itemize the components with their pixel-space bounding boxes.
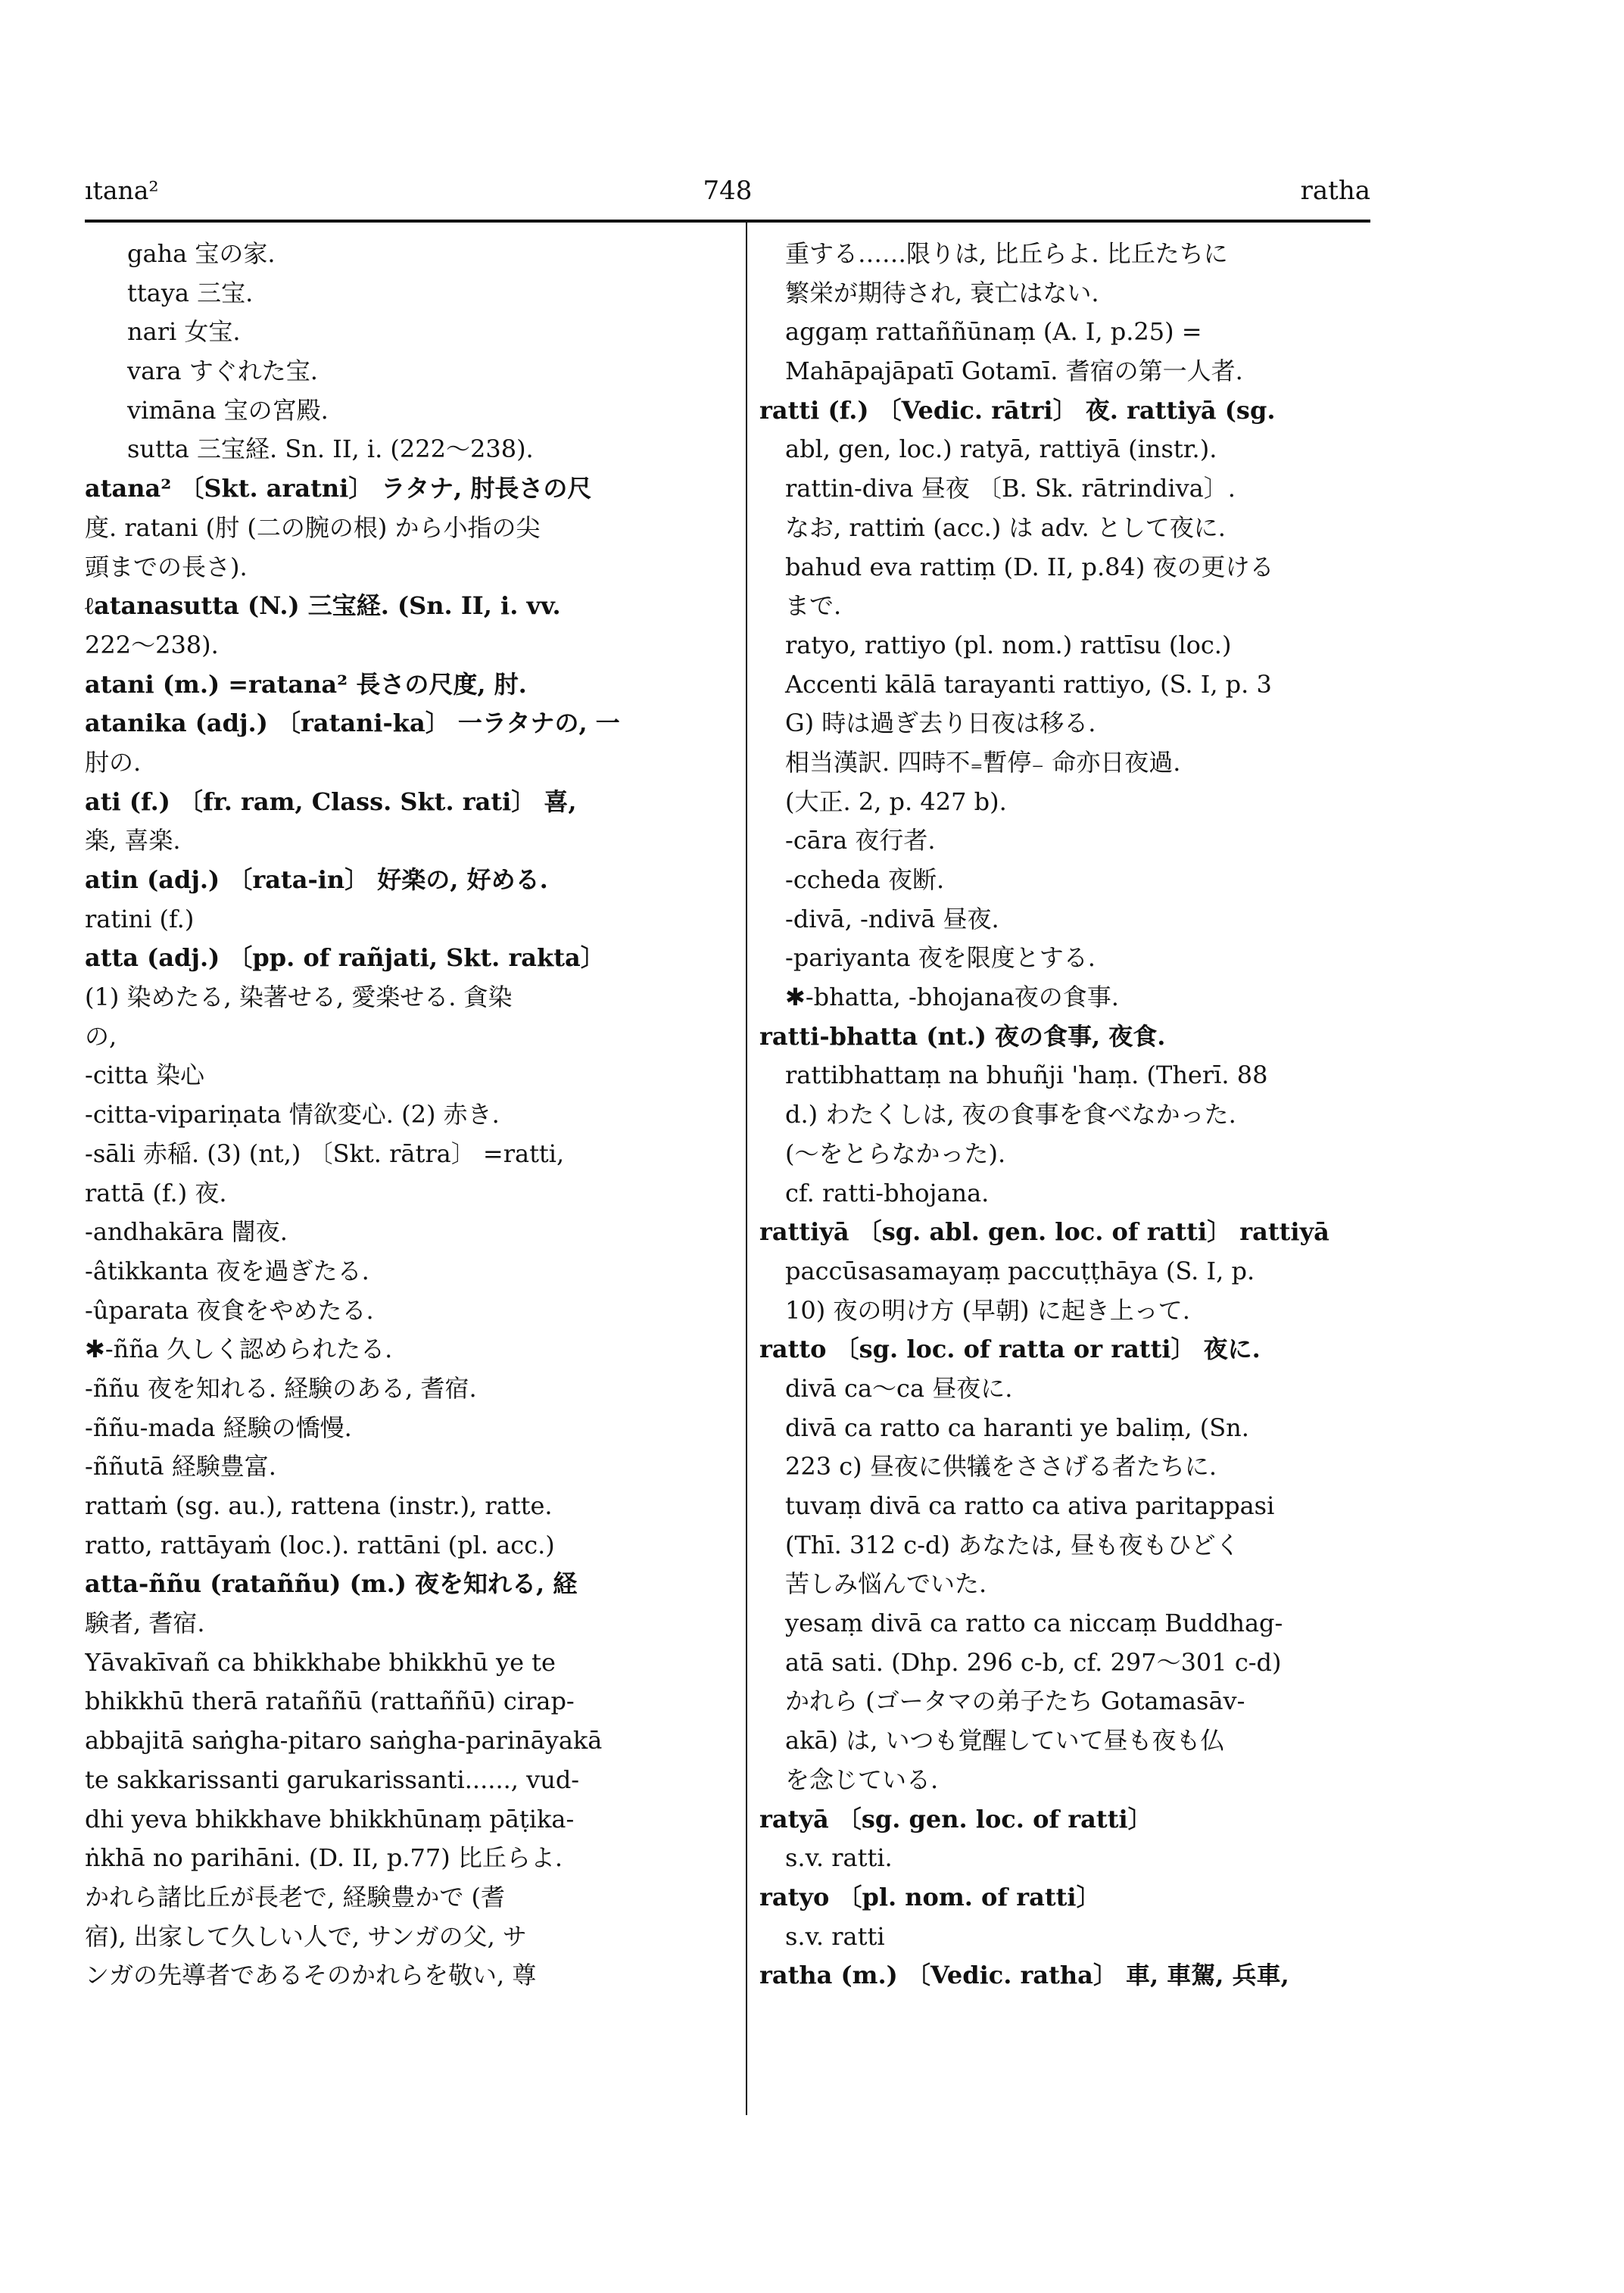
entry-text-line: 繁栄が期待され, 衰亡はない. — [785, 278, 1099, 307]
entry-text-line: 10) 夜の明け方 (早朝) に起き上って. — [785, 1295, 1190, 1325]
entry-text-line: (1) 染めたる, 染著せる, 愛楽せる. 貪染 — [85, 983, 513, 1012]
entry-headword-line: ratyā 〔sg. gen. loc. of ratti〕 — [759, 1804, 1152, 1833]
entry-text-line: gaha 宝の家. — [127, 239, 276, 268]
header-left-guide-word: ıtana² — [85, 176, 159, 205]
entry-text-line: 験者, 耆宿. — [85, 1609, 205, 1638]
entry-text-line: abl, gen, loc.) ratyā, rattiyā (instr.). — [785, 435, 1217, 464]
entry-text-line: ṅkhā no parihāni. (D. II, p.77) 比丘らよ. — [85, 1843, 563, 1873]
entry-text-line: s.v. ratti — [785, 1921, 885, 1951]
entry-text-line: dhi yeva bhikkhave bhikkhūnaṃ pāṭika- — [85, 1804, 575, 1833]
entry-text-line: yesaṃ divā ca ratto ca niccaṃ Buddhag- — [785, 1609, 1283, 1638]
entry-text-line: -ññu 夜を知れる. 経験のある, 耆宿. — [85, 1373, 477, 1403]
entry-text-line: vimāna 宝の宮殿. — [127, 395, 329, 425]
entry-text-line: -cāra 夜行者. — [785, 826, 936, 855]
entry-text-line: cf. ratti-bhojana. — [785, 1178, 990, 1207]
entry-headword-line: rattiyā 〔sg. abl. gen. loc. of ratti〕 rattiyā — [759, 1217, 1329, 1247]
entry-text-line: ratini (f.) — [85, 904, 195, 933]
entry-text-line: -andhakāra 闇夜. — [85, 1217, 288, 1247]
entry-text-line: -ññu-mada 経験の憍慢. — [85, 1413, 352, 1442]
entry-text-line: -citta-vipariṇata 情欲変心. (2) 赤き. — [85, 1100, 500, 1129]
entry-headword-line: atana² 〔Skt. aratni〕 ラタナ, 肘長さの尺 — [85, 474, 592, 503]
entry-text-line: Accenti kālā tarayanti rattiyo, (S. I, p. 3 — [785, 669, 1272, 699]
entry-text-line: -ûparata 夜食をやめたる. — [85, 1295, 374, 1325]
entry-headword-line: atin (adj.) 〔rata-in〕 好楽の, 好める. — [85, 865, 548, 894]
entry-headword-line: ratti-bhatta (nt.) 夜の食事, 夜食. — [759, 1021, 1166, 1051]
entry-text-line: (大正. 2, p. 427 b). — [785, 787, 1007, 816]
entry-headword-line: ℓatanasutta (N.) 三宝経. (Sn. II, i. vv. — [85, 591, 561, 621]
entry-text-line: 宿), 出家して久しい人で, サンガの父, サ — [85, 1921, 527, 1951]
entry-headword-line: ratha (m.) 〔Vedic. ratha〕 車, 車駕, 兵車, — [759, 1961, 1289, 1990]
entry-text-line: abbajitā saṅgha-pitaro saṅgha-parināyakā — [85, 1726, 603, 1756]
page-number: 748 — [703, 176, 753, 206]
entry-headword-line: ratyo 〔pl. nom. of ratti〕 — [759, 1882, 1101, 1911]
entry-text-line: (～をとらなかった). — [785, 1139, 1006, 1168]
header-rule — [85, 220, 1370, 223]
left-column — [85, 235, 727, 1995]
header-right-guide-word: ratha — [1300, 176, 1370, 206]
entry-text-line: 苦しみ悩んでいた. — [785, 1569, 987, 1599]
entry-text-line: 楽, 喜楽. — [85, 826, 181, 855]
entry-text-line: Yāvakīvañ ca bhikkhabe bhikkhū ye te — [85, 1647, 556, 1677]
entry-text-line: vara すぐれた宝. — [127, 357, 318, 386]
entry-text-line: rattibhattaṃ na bhuñji 'haṃ. (Therī. 88 — [785, 1061, 1268, 1090]
entry-text-line: 重する……限りは, 比丘らよ. 比丘たちに — [785, 239, 1228, 268]
entry-text-line: (Thī. 312 c-d) あなたは, 昼も夜もひどく — [785, 1530, 1240, 1559]
entry-text-line: akā) は, いつも覚醒していて昼も夜も仏 — [785, 1726, 1225, 1756]
entry-text-line: ratyo, rattiyo (pl. nom.) rattīsu (loc.) — [785, 630, 1232, 659]
entry-text-line: te sakkarissanti garukarissanti......, vud- — [85, 1765, 580, 1794]
entry-text-line: -citta 染心 — [85, 1061, 204, 1090]
entry-text-line: 222～238). — [85, 630, 219, 659]
entry-text-line: rattā (f.) 夜. — [85, 1178, 227, 1207]
entry-text-line: Mahāpajāpatī Gotamī. 耆宿の第一人者. — [785, 357, 1243, 386]
entry-headword-line: atta-ññu (rataññu) (m.) 夜を知れる, 経 — [85, 1569, 578, 1599]
column-divider — [746, 223, 747, 2115]
entry-text-line: tuvaṃ divā ca ratto ca ativa paritappasi — [785, 1491, 1275, 1520]
entry-headword-line: ratti (f.) 〔Vedic. rātri〕 夜. rattiyā (sg. — [759, 395, 1276, 425]
entry-text-line: bhikkhū therā rataññū (rattaññū) cirap- — [85, 1687, 575, 1716]
entry-text-line: sutta 三宝経. Sn. II, i. (222～238). — [127, 435, 534, 464]
entry-text-line: を念じている. — [785, 1765, 939, 1794]
entry-text-line: rattin-diva 昼夜 〔B. Sk. rātrindiva〕. — [785, 474, 1236, 503]
entry-text-line: ttaya 三宝. — [127, 278, 254, 307]
entry-text-line: nari 女宝. — [127, 317, 241, 347]
entry-text-line: 度. ratani (肘 (二の腕の根) から小指の尖 — [85, 512, 541, 542]
entry-text-line: -ccheda 夜断. — [785, 865, 945, 894]
entry-text-line: -sāli 赤稲. (3) (nt,) 〔Skt. rātra〕 =ratti, — [85, 1139, 565, 1168]
entry-text-line: ✱-ñña 久しく認められたる. — [85, 1335, 393, 1364]
entry-text-line: 223 c) 昼夜に供犠をささげる者たちに. — [785, 1452, 1217, 1481]
right-column — [759, 235, 1370, 1995]
entry-text-line: 頭までの長さ). — [85, 552, 248, 581]
entry-text-line: d.) わたくしは, 夜の食事を食べなかった. — [785, 1100, 1236, 1129]
entry-text-line: G) 時は過ぎ去り日夜は移る. — [785, 709, 1096, 738]
entry-text-line: -âtikkanta 夜を過ぎたる. — [85, 1256, 369, 1285]
page-header — [85, 176, 1370, 218]
entry-text-line: 相当漢訳. 四時不₌暫停₋ 命亦日夜過. — [785, 747, 1181, 777]
entry-text-line: -pariyanta 夜を限度とする. — [785, 943, 1096, 973]
entry-text-line: atā sati. (Dhp. 296 c-b, cf. 297～301 c-d) — [785, 1647, 1282, 1677]
entry-text-line: まで. — [785, 591, 842, 621]
entry-text-line: paccūsasamayaṃ paccuṭṭhāya (S. I, p. — [785, 1256, 1255, 1285]
entry-text-line: なお, rattiṁ (acc.) は adv. として夜に. — [785, 512, 1226, 542]
entry-headword-line: ati (f.) 〔fr. ram, Class. Skt. rati〕 喜, — [85, 787, 577, 816]
entry-headword-line: atanika (adj.) 〔ratani-ka〕 一ラタナの, 一 — [85, 709, 620, 738]
entry-text-line: かれら諸比丘が長老で, 経験豊かで (耆 — [85, 1882, 506, 1911]
entry-text-line: aggaṃ rattaññūnaṃ (A. I, p.25) = — [785, 317, 1202, 347]
entry-text-line: の, — [85, 1021, 117, 1051]
entry-text-line: divā ca ratto ca haranti ye baliṃ, (Sn. — [785, 1413, 1249, 1442]
entry-headword-line: ratto 〔sg. loc. of ratta or ratti〕 夜に. — [759, 1335, 1261, 1364]
entry-text-line: divā ca～ca 昼夜に. — [785, 1373, 1013, 1403]
entry-headword-line: atta (adj.) 〔pp. of rañjati, Skt. rakta〕 — [85, 943, 605, 973]
entry-text-line: -ññutā 経験豊富. — [85, 1452, 276, 1481]
entry-text-line: 肘の. — [85, 747, 142, 777]
entry-text-line: rattaṁ (sg. au.), rattena (instr.), ratte. — [85, 1491, 553, 1520]
entry-text-line: bahud eva rattiṃ (D. II, p.84) 夜の更ける — [785, 552, 1274, 581]
entry-text-line: ✱-bhatta, -bhojana夜の食事. — [785, 983, 1119, 1012]
entry-text-line: s.v. ratti. — [785, 1843, 893, 1873]
entry-text-line: かれら (ゴータマの弟子たち Gotamasāv- — [785, 1687, 1245, 1716]
entry-text-line: -divā, -ndivā 昼夜. — [785, 904, 999, 933]
entry-headword-line: atani (m.) =ratana² 長さの尺度, 肘. — [85, 669, 527, 699]
entry-text-line: ratto, rattāyaṁ (loc.). rattāni (pl. acc.) — [85, 1530, 555, 1559]
entry-text-line: ンガの先導者であるそのかれらを敬い, 尊 — [85, 1961, 537, 1990]
